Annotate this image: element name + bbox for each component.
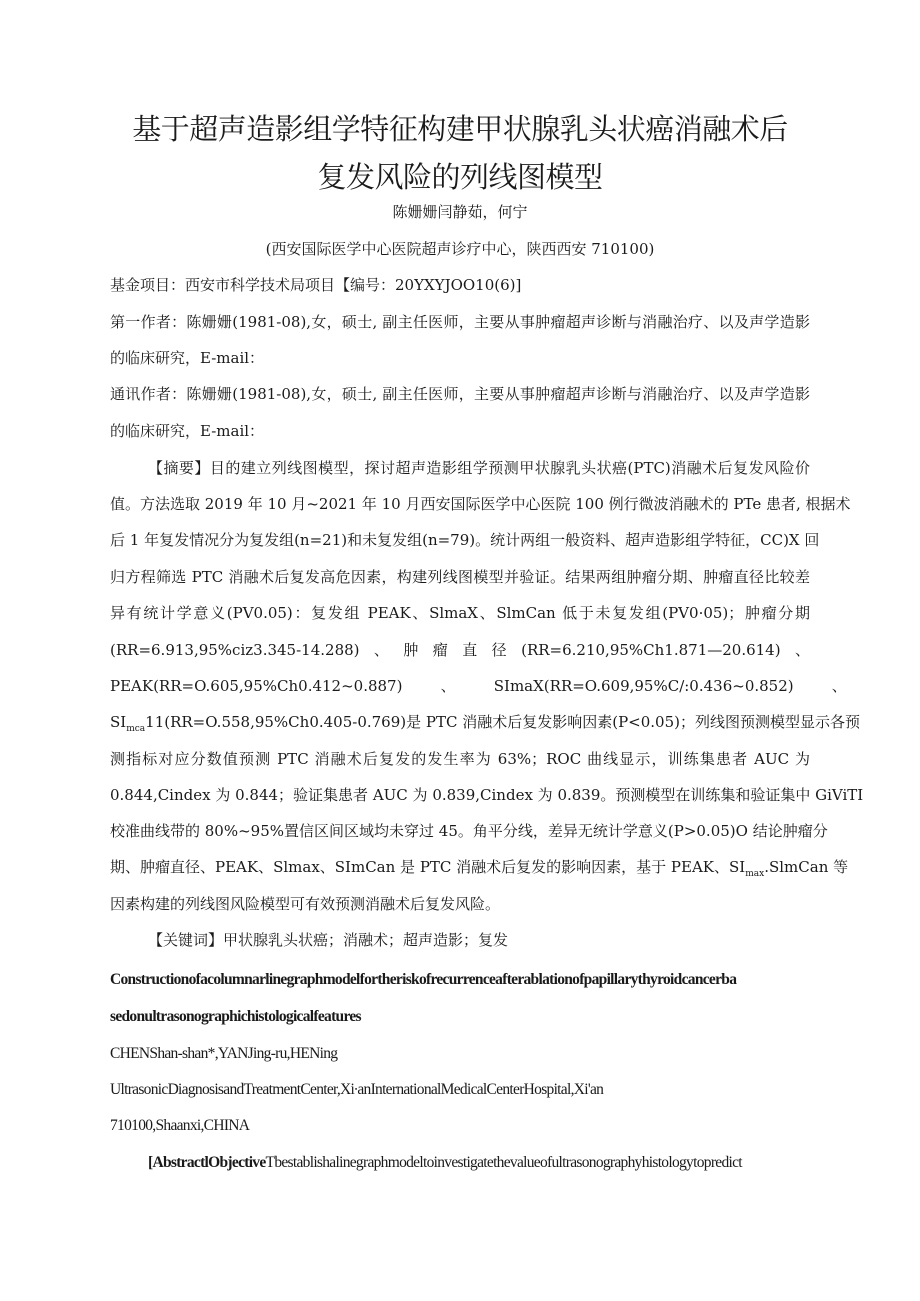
abstract-line-8-start: SI <box>110 713 127 731</box>
abstract-line-7: PEAK(RR=O.605,95%Ch0.412~0.887) 、 SImaX(RR=O.609,95%C∕:0.436~0.852) 、 <box>110 677 847 695</box>
abstract-line-2: 值。方法选取 2019 年 10 月~2021 年 10 月西安国际医学中心医院 100 例行微波消融术的 PTe 患者, 根据术 <box>110 495 851 513</box>
abstract-line-12 <box>110 857 849 884</box>
abstract-line-9: 测指标对应分数值预测 PTC 消融术后复发的发生率为 63%；ROC 曲线显示，训练集患者 AUC 为 <box>110 750 810 768</box>
english-title-line-2: sedonultrasonographichistologicalfeatures <box>110 1008 361 1025</box>
abstract-line-12-start: 期、肿瘤直径、PEAK、Slmax、SImCan 是 PTC 消融术后复发的影响因素，基于 PEAK、SI <box>110 858 746 876</box>
abstract-line-10: 0.844,Cindex 为 0.844；验证集患者 AUC 为 0.839,Cindex 为 0.839。预测模型在训练集和验证集中 GiViTI <box>110 786 864 804</box>
abstract-line-6: (RR=6.913,95%ciz3.345-14.288) 、 肿 瘤 直 径 (RR=6.210,95%Ch1.871—20.614) 、 <box>110 641 810 659</box>
fund-info: 基金项目：西安市科学技术局项目【编号：20YXYJOO10(6)] <box>110 276 522 294</box>
abstract-line-1: 【摘要】目的建立列线图模型，探讨超声造影组学预测甲状腺乳头状癌(PTC)消融术后复发风险价 <box>148 459 810 477</box>
abstract-line-13: 因素构建的列线图风险模型可有效预测消融术后复发风险。 <box>110 895 501 913</box>
abstract-line-12-subscript: max <box>745 869 765 879</box>
english-abstract-line-1 <box>148 1153 810 1173</box>
corresponding-author-line-1: 通讯作者：陈姗姗(1981-08),女，硕士, 副主任医师，主要从事肿瘤超声诊断与消融治疗、以及声学造影 <box>110 385 810 403</box>
corresponding-author-line-2: 的临床研究，E-mail： <box>110 422 265 440</box>
english-affiliation-line-1: UltrasonicDiagnosisandTreatmentCenter,Xi∙anInternationalMedicalCenterHospital,Xi'an <box>110 1081 604 1098</box>
english-abstract-label: [AbstractlObjective <box>148 1154 266 1171</box>
abstract-line-12-rest: .SlmCan 等 <box>764 858 849 876</box>
keywords: 【关键词】甲状腺乳头状癌；消融术；超声造影；复发 <box>148 931 509 949</box>
affiliation: (西安国际医学中心医院超声诊疗中心，陕西西安 710100) <box>265 240 655 258</box>
english-abstract-text: Tbestablishalinegraphmodeltoinvestigatethevalueofultrasonographyhistologytopredict <box>265 1154 742 1171</box>
english-title-line-1: Constructionofacolumnarlinegraphmodelfortheriskofrecurrenceafterablationofpapillarythyroidcancerba <box>110 971 737 988</box>
abstract-line-4: 归方程筛选 PTC 消融术后复发高危因素，构建列线图模型并验证。结果两组肿瘤分期、肿瘤直径比较差 <box>110 568 810 586</box>
first-author-line-2: 的临床研究，E-mail： <box>110 349 265 367</box>
paper-title-line-2: 复发风险的列线图模型 <box>317 160 603 194</box>
author-list: 陈姗姗闫静茹，何宁 <box>392 203 528 221</box>
abstract-line-3: 后 1 年复发情况分为复发组(n=21)和未复发组(n=79)。统计两组一般资料、超声造影组学特征，CC)X 回 <box>110 531 820 549</box>
abstract-line-8-subscript: mca <box>126 724 146 734</box>
abstract-line-8 <box>110 712 860 739</box>
english-authors: CHENShan-shan*,YANJing-ru,HENing <box>110 1045 338 1062</box>
english-affiliation-line-2: 710100,Shaanxi,CHINA <box>110 1117 250 1134</box>
abstract-line-8-rest: 11(RR=O.558,95%Ch0.405-0.769)是 PTC 消融术后复发影响因素(P<0.05)；列线图预测模型显示各预 <box>145 713 860 731</box>
paper-title-line-1: 基于超声造影组学特征构建甲状腺乳头状癌消融术后 <box>132 112 788 146</box>
abstract-line-5: 异有统计学意义(PV0.05)：复发组 PEAK、SlmaX、SlmCan 低于未复发组(PV0·05)；肿瘤分期 <box>110 604 810 622</box>
abstract-line-11: 校准曲线带的 80%~95%置信区间区域均未穿过 45。角平分线，差异无统计学意义(P>0.05)O 结论肿瘤分 <box>110 822 828 840</box>
first-author-line-1: 第一作者：陈姗姗(1981-08),女，硕士, 副主任医师，主要从事肿瘤超声诊断与消融治疗、以及声学造影 <box>110 313 810 331</box>
